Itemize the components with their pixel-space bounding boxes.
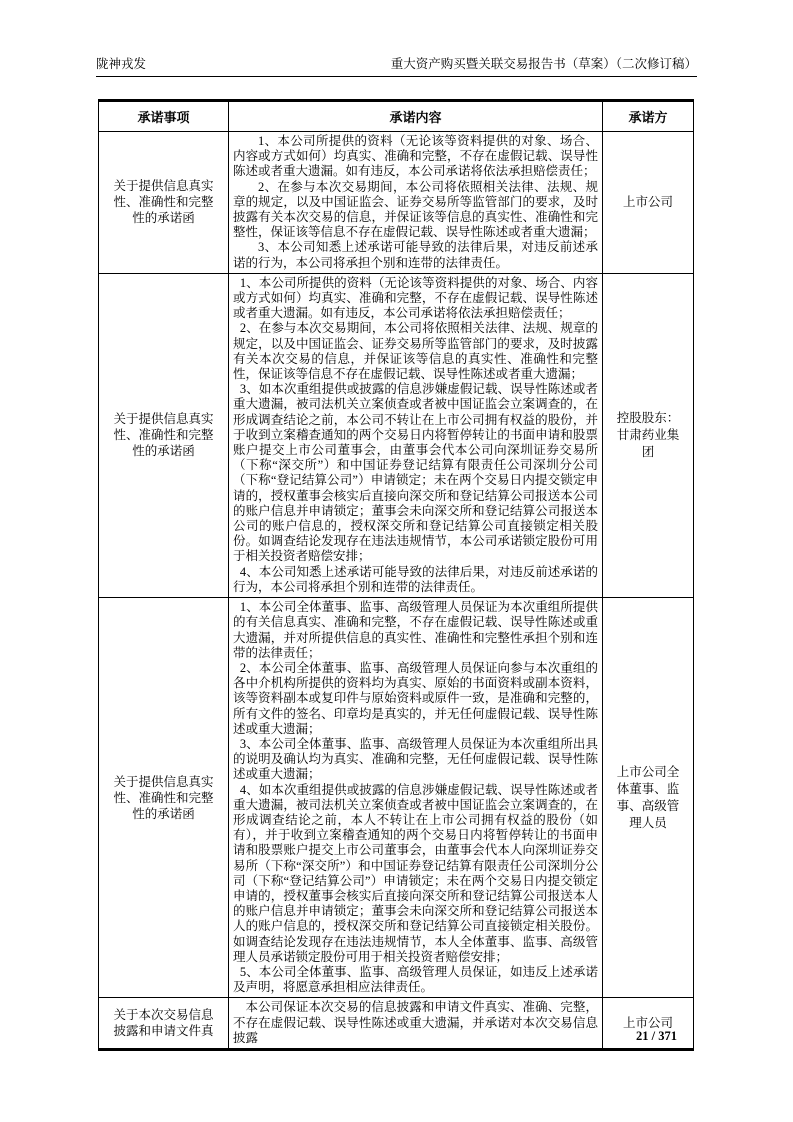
content-paragraph: 3、如本次重组提供或披露的信息涉嫌虚假记载、误导性陈述或者重大遗漏，被司法机关立案侦查或者被中国证监会立案调查的，在形成调查结论之前，本公司不转让在上市公司拥有权益的股份，并于收到立案稽查通知的两个交易日内将暂停转让的书面申请和股票账户提交上市公司董事会，由董事会代本公司向深圳证券交易所（下称“深交所”）和中国证券登记结算有限责任公司深圳分公司（下称“登记结算公司”）申请锁定；未在两个交易日内提交锁定申请的，授权董事会核实后直接向深交所和登记结算公司报送本公司的账户信息并申请锁定；董事会未向深交所和登记结算公司报送本公司的账户信息的，授权深交所和登记结算公司直接锁定相关股份。如调查结论发现存在违法违规情节，本公司承诺锁定股份可用于相关投资者赔偿安排； <box>233 382 598 564</box>
column-header-commitment-party: 承诺方 <box>603 101 694 132</box>
table-row-3 <box>99 598 694 998</box>
commitment-party-cell: 上市公司全体董事、监事、高级管理人员 <box>603 598 694 998</box>
commitment-item-cell: 关于提供信息真实性、准确性和完整性的承诺函 <box>99 132 229 274</box>
content-paragraph: 3、本公司知悉上述承诺可能导致的法律后果，对违反前述承诺的行为，本公司将承担个别和连带的法律责任。 <box>233 240 598 270</box>
content-paragraph: 3、本公司全体董事、监事、高级管理人员保证为本次重组所出具的说明及确认均为真实、准确和完整，无任何虚假记载、误导性陈述或重大遗漏； <box>233 736 598 782</box>
column-header-commitment-content: 承诺内容 <box>229 101 603 132</box>
commitment-content-cell <box>229 998 603 1050</box>
commitment-party-cell: 上市公司 <box>603 132 694 274</box>
content-paragraph: 1、本公司所提供的资料（无论该等资料提供的对象、场合、内容或方式如何）均真实、准确和完整，不存在虚假记载、误导性陈述或者重大遗漏。如有违反，本公司承诺将依法承担赔偿责任； <box>233 134 598 179</box>
column-header-commitment-item: 承诺事项 <box>99 101 229 132</box>
commitment-content-cell <box>229 273 603 597</box>
page-header <box>96 54 697 77</box>
content-paragraph: 本公司保证本次交易的信息披露和申请文件真实、准确、完整，不存在虚假记载、误导性陈述或重大遗漏，并承诺对本次交易信息披露 <box>233 1000 598 1045</box>
content-paragraph: 2、在参与本次交易期间，本公司将依照相关法律、法规、规章的规定，以及中国证监会、证券交易所等监管部门的要求，及时披露有关本次交易的信息，并保证该等信息的真实性、准确性和完整性，保证该等信息不存在虚假记载、误导性陈述或者重大遗漏； <box>233 179 598 240</box>
commitment-party-cell: 控股股东：甘肃药业集团 <box>603 273 694 597</box>
header-company-name: 陇神戎发 <box>96 57 147 71</box>
commitment-item-cell: 关于提供信息真实性、准确性和完整性的承诺函 <box>99 598 229 998</box>
table-row-2 <box>99 273 694 597</box>
content-paragraph: 1、本公司全体董事、监事、高级管理人员保证为本次重组所提供的有关信息真实、准确和完整，不存在虚假记载、误导性陈述或重大遗漏，并对所提供信息的真实性、准确性和完整性承担个别和连带的法律责任； <box>233 600 598 660</box>
page-number: 21 / 371 <box>636 1029 677 1043</box>
table-header-row <box>99 101 694 132</box>
content-paragraph: 2、在参与本次交易期间，本公司将依照相关法律、法规、规章的规定，以及中国证监会、证券交易所等监管部门的要求，及时披露有关本次交易的信息，并保证该等信息的真实性、准确性和完整性，保证该等信息不存在虚假记载、误导性陈述或者重大遗漏； <box>233 321 598 382</box>
content-paragraph: 4、如本次重组提供或披露的信息涉嫌虚假记载、误导性陈述或者重大遗漏，被司法机关立案侦查或者被中国证监会立案调查的，在形成调查结论之前，本人不转让在上市公司拥有权益的股份（如有），并于收到立案稽查通知的两个交易日内将暂停转让的书面申请和股票账户提交上市公司董事会，由董事会代本人向深圳证券交易所（下称“深交所”）和中国证券登记结算有限责任公司深圳分公司（下称“登记结算公司”）申请锁定；未在两个交易日内提交锁定申请的，授权董事会核实后直接向深交所和登记结算公司报送本人的账户信息并申请锁定；董事会未向深交所和登记结算公司报送本人的账户信息的，授权深交所和登记结算公司直接锁定相关股份。如调查结论发现存在违法违规情节，本人全体董事、监事、高级管理人员承诺锁定股份可用于相关投资者赔偿安排； <box>233 782 598 964</box>
header-document-title: 重大资产购买暨关联交易报告书（草案）（二次修订稿） <box>390 57 697 71</box>
content-paragraph: 2、本公司全体董事、监事、高级管理人员保证向参与本次重组的各中介机构所提供的资料均为真实、原始的书面资料或副本资料，该等资料副本或复印件与原始资料或原件一致，是准确和完整的，所有文件的签名、印章均是真实的，并无任何虚假记载、误导性陈述或重大遗漏； <box>233 660 598 736</box>
commitment-content-cell <box>229 598 603 998</box>
commitment-item-cell: 关于本次交易信息披露和申请文件真 <box>99 998 229 1050</box>
commitments-table <box>98 99 694 1051</box>
commitment-item-cell: 关于提供信息真实性、准确性和完整性的承诺函 <box>99 273 229 597</box>
content-paragraph: 4、本公司知悉上述承诺可能导致的法律后果，对违反前述承诺的行为，本公司将承担个别和连带的法律责任。 <box>233 564 598 594</box>
content-paragraph: 5、本公司全体董事、监事、高级管理人员保证，如违反上述承诺及声明，将愿意承担相应法律责任。 <box>233 964 598 995</box>
table-row-1 <box>99 132 694 274</box>
content-paragraph: 1、本公司所提供的资料（无论该等资料提供的对象、场合、内容或方式如何）均真实、准确和完整，不存在虚假记载、误导性陈述或者重大遗漏。如有违反，本公司承诺将依法承担赔偿责任； <box>233 275 598 321</box>
commitment-content-cell <box>229 132 603 274</box>
commitment-party-cell: 上市公司 <box>603 998 694 1050</box>
table-row-4 <box>99 998 694 1050</box>
